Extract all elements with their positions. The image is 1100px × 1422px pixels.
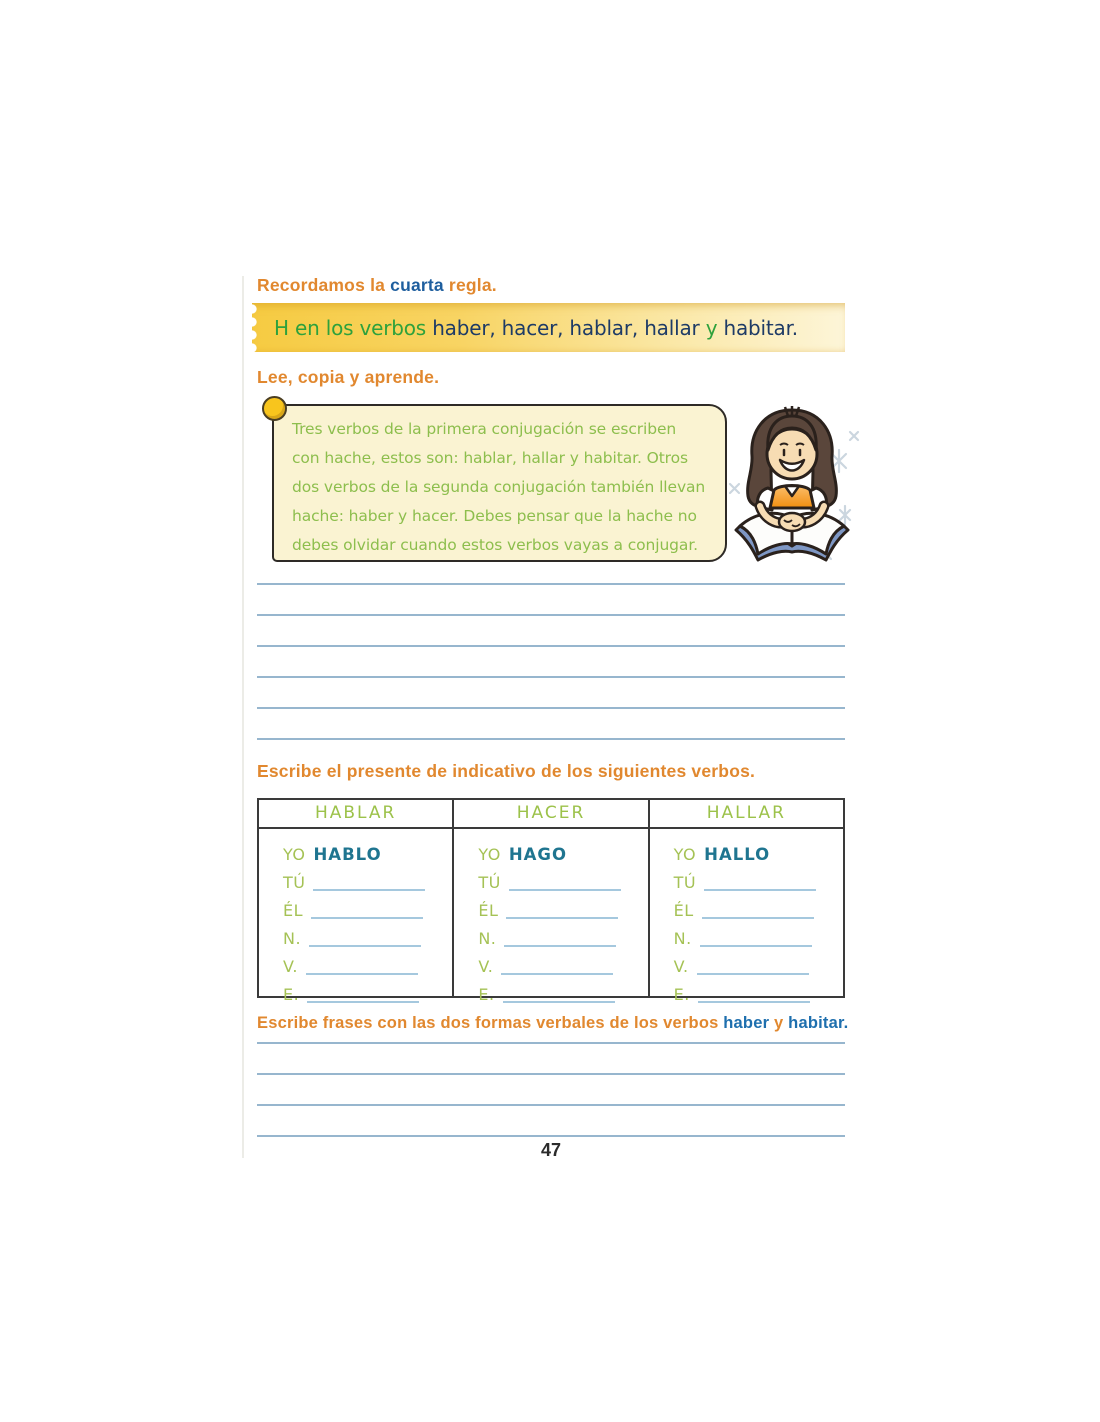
section-heading-present-indicative: Escribe el presente de indicativo de los siguientes verbos. [257, 761, 756, 781]
table-row [674, 952, 843, 980]
rule-banner-text [274, 303, 798, 352]
pronoun-label: N. [283, 928, 302, 948]
rule-banner [252, 303, 845, 352]
verb-form: HALLO [704, 844, 771, 864]
pronoun-label: V. [673, 956, 689, 976]
table-row [283, 924, 452, 952]
section-heading-read-copy-learn: Lee, copia y aprende. [257, 367, 440, 387]
heading-text: Recordamos la [257, 275, 391, 295]
table-row [478, 840, 647, 868]
pronoun-label: N. [478, 928, 497, 948]
verb-form: HAGO [508, 844, 567, 864]
hands [779, 513, 805, 531]
section-heading-write-phrases [257, 1012, 857, 1034]
table-row [283, 868, 452, 896]
answer-blank [306, 973, 418, 975]
answer-blank [313, 889, 425, 891]
pronoun-label: YO [478, 844, 501, 864]
rule-verbs: haber, hacer, hablar, hallar [432, 315, 706, 340]
pronoun-label: YO [283, 844, 306, 864]
table-row [478, 952, 647, 980]
conjugation-column-hacer [454, 800, 649, 1004]
copy-writing-area [257, 583, 845, 769]
note-box [272, 404, 727, 562]
table-row [674, 896, 843, 924]
writing-line [257, 614, 845, 616]
table-row [674, 980, 843, 1008]
answer-blank [698, 1001, 810, 1003]
table-row [478, 924, 647, 952]
table-row [674, 924, 843, 952]
table-row [283, 896, 452, 924]
writing-line [257, 1073, 845, 1075]
answer-blank [697, 973, 809, 975]
pronoun-label: ÉL [478, 900, 499, 920]
column-header: HABLAR [259, 800, 452, 829]
writing-line [257, 583, 845, 585]
writing-line [257, 1042, 845, 1044]
conjugation-table [257, 798, 845, 1004]
pronoun-label: YO [673, 844, 697, 864]
heading-accent-word: haber [723, 1014, 770, 1032]
answer-blank [700, 945, 812, 947]
answer-blank [307, 1001, 419, 1003]
conjugation-column-hablar [259, 800, 454, 1004]
page-number: 47 [540, 1140, 562, 1160]
verb-form: HABLO [313, 844, 382, 864]
table-row [478, 896, 647, 924]
rule-connector: y [705, 315, 724, 340]
pronoun-label: E. [673, 984, 690, 1004]
answer-blank [311, 917, 423, 919]
column-header: HALLAR [650, 800, 843, 829]
table-row [478, 980, 647, 1008]
rule-verbs: habitar. [723, 315, 798, 340]
table-row [478, 868, 647, 896]
writing-line [257, 707, 845, 709]
writing-line [257, 645, 845, 647]
heading-accent-word: cuarta [390, 275, 444, 295]
pronoun-label: TÚ [673, 872, 697, 892]
heading-text: regla. [443, 275, 497, 295]
answer-blank [501, 973, 613, 975]
answer-blank [509, 889, 621, 891]
pronoun-label: V. [283, 956, 298, 976]
answer-blank [503, 1001, 615, 1003]
answer-blank [704, 889, 816, 891]
scan-artifact-line [242, 276, 244, 1158]
writing-line [257, 738, 845, 740]
pronoun-label: N. [673, 928, 692, 948]
rule-lead: H en los verbos [274, 315, 433, 340]
table-row [674, 840, 843, 868]
writing-line [257, 676, 845, 678]
table-row [674, 868, 843, 896]
table-row [283, 952, 452, 980]
table-row [283, 980, 452, 1008]
pronoun-label: ÉL [673, 900, 694, 920]
heading-accent-word: habitar. [788, 1014, 849, 1032]
heading-text: y [769, 1014, 789, 1032]
column-header: HACER [454, 800, 647, 829]
table-row [283, 840, 452, 868]
section-heading-rule-recall [257, 274, 857, 296]
note-text: Tres verbos de la primera conjugación se escriben con hache, estos son: hablar, hallar y habitar. Otros dos verbos de la segunda conjugación también llevan hache: haber y hacer. Debes pensar que la hache no debes olvidar cuando estos verbos vayas a conjugar. [292, 420, 706, 554]
girl-figure [736, 406, 848, 560]
pronoun-label: TÚ [283, 872, 306, 892]
answer-blank [309, 945, 421, 947]
answer-blank [504, 945, 616, 947]
pin-icon [262, 396, 287, 421]
pronoun-label: E. [478, 984, 495, 1004]
pronoun-label: V. [478, 956, 494, 976]
writing-line [257, 1104, 845, 1106]
writing-line [257, 1135, 845, 1137]
pronoun-label: TÚ [478, 872, 501, 892]
conjugation-column-hallar [650, 800, 843, 1004]
pronoun-label: ÉL [283, 900, 304, 920]
heading-text: Escribe frases con las dos formas verbales de los verbos [257, 1014, 724, 1032]
answer-blank [506, 917, 618, 919]
answer-blank [702, 917, 814, 919]
girl-reading-illustration [728, 406, 862, 570]
pronoun-label: E. [283, 984, 300, 1004]
